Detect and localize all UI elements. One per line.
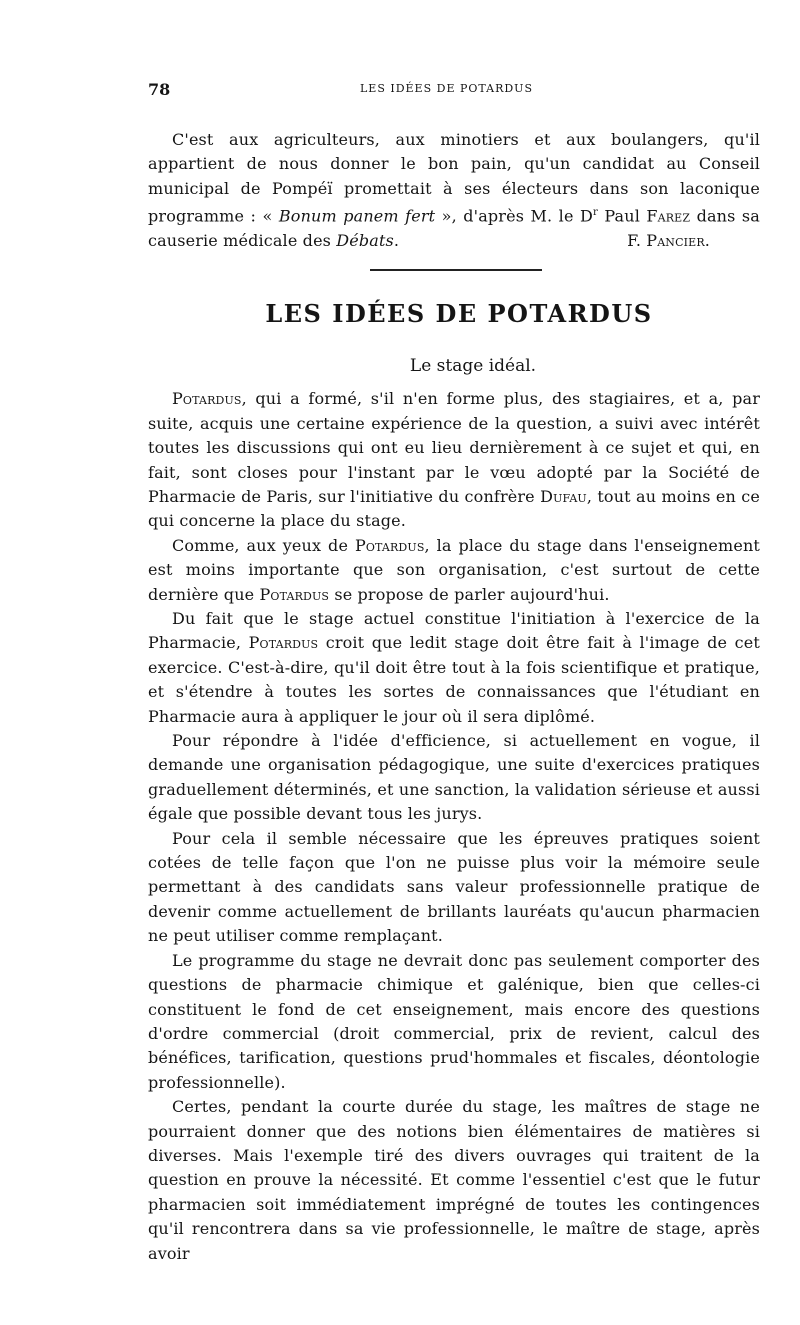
potardus-name: Potardus [354,535,425,555]
book-page [148,0,760,1325]
signature [603,229,760,253]
debats-journal: Débats [336,230,394,250]
intro-after-doctor: dans sa causerie médicale des [148,206,760,250]
paragraph-1 [148,387,760,533]
potardus-name: Potardus [172,389,242,409]
paragraph-2 [148,534,760,607]
intro-end: . [393,230,400,250]
dufau-name: Dufau [540,486,587,506]
doctor-abbrev-sup: r [592,207,598,219]
paragraph-5: Pour cela il semble nécessaire que les épreuves pratiques soient cotées de telle façon que l'on ne puisse plus voir la mémoire seule permettant à des candidats sans valeur professionnelle pratique de devenir comme actuellement de brillants lauréats qu'aucun pharmacien ne peut utiliser comme remplaçant. [148,828,760,946]
article-title: LES IDÉES DE POTARDUS [265,299,653,329]
section-divider [370,269,542,271]
doctor-firstname: Paul [597,206,647,226]
intro-paragraph [148,128,760,253]
running-title: LES IDÉES DE POTARDUS [360,82,533,95]
p2-text-b: , la place du stage dans l'enseignement est moins importante que son organisation, c'est surtout de cette dernière que [148,535,760,604]
page-number: 78 [148,80,171,99]
paragraph-3 [148,607,760,729]
paragraph-6: Le programme du stage ne devrait donc pas seulement comporter des questions de pharmacie chimique et galénique, bien que celles-ci constituent le fond de cet enseignement, mais encore des questions d'ordre commercial (droit commercial, prix de revient, calcul des bénéfices, tarification, questions prud'hommales et fiscales, déontologie professionnelle). [148,950,760,1092]
signature-name: Pancier. [646,230,710,250]
running-header [148,80,760,104]
p2-text-a: Comme, aux yeux de [172,535,355,555]
latin-quote: Bonum panem fert [278,206,436,226]
paragraph-7: Certes, pendant la courte durée du stage, les maîtres de stage ne pourraient donner que des notions bien élémentaires de matières si diverses. Mais l'exemple tiré des divers ouvrages qui traitent de la question en prouve la nécessité. Et comme l'essentiel c'est que le futur pharmacien soit immédiatement imprégné de toutes les contingences qu'il rencontrera dans sa vie professionnelle, le maître de stage, après avoir [148,1097,760,1263]
article-subtitle: Le stage idéal. [409,356,537,377]
intro-mid: », d'après M. le D [435,206,593,226]
p1-text-a: , qui a formé, s'il n'en forme plus, des stagiaires, et a, par suite, acquis une certaine expérience de la question, a suivi avec intérêt toutes les discussions qui ont eu lieu dernièrement à ce sujet et qui, en fait, sont closes pour l'instant par le vœu adopté par la Société de Pharmacie de Paris, sur l'initiative du confrère [148,389,760,506]
p1-text-b: , tout au moins en ce qui concerne la place du stage. [148,486,760,531]
p3-text-a: Du fait que le stage actuel constitue l'initiation à l'exercice de la Pharmacie, [148,609,760,653]
potardus-name: Potardus [259,584,330,604]
intro-text: C'est aux agriculteurs, aux minotiers et aux boulangers, qu'il appartient de nous donner le bon pain, qu'un candidat au Conseil municipal de Pompéï promettait à ses électeurs dans son laconique programme : « [148,130,760,226]
p2-text-c: se propose de parler aujourd'hui. [329,584,610,604]
potardus-name: Potardus [248,633,319,653]
p3-text-b: croit que ledit stage doit être fait à l'image de cet exercice. C'est-à-dire, qu'il doit être tout à la fois scientifique et pratique, et s'étendre à toutes les sortes de connaissances que l'étudiant en Pharmacie aura à appliquer le jour où il sera diplômé. [148,633,760,726]
page-body [148,128,760,1266]
signature-initial: F. [627,230,647,250]
paragraph-4: Pour répondre à l'idée d'efficience, si actuellement en vogue, il demande une organisation pédagogique, une suite d'exercices pratiques graduellement déterminés, et une sanction, la validation sérieuse et aussi égale que possible devant tous les jurys. [148,731,760,824]
doctor-surname: Farez [646,206,691,226]
